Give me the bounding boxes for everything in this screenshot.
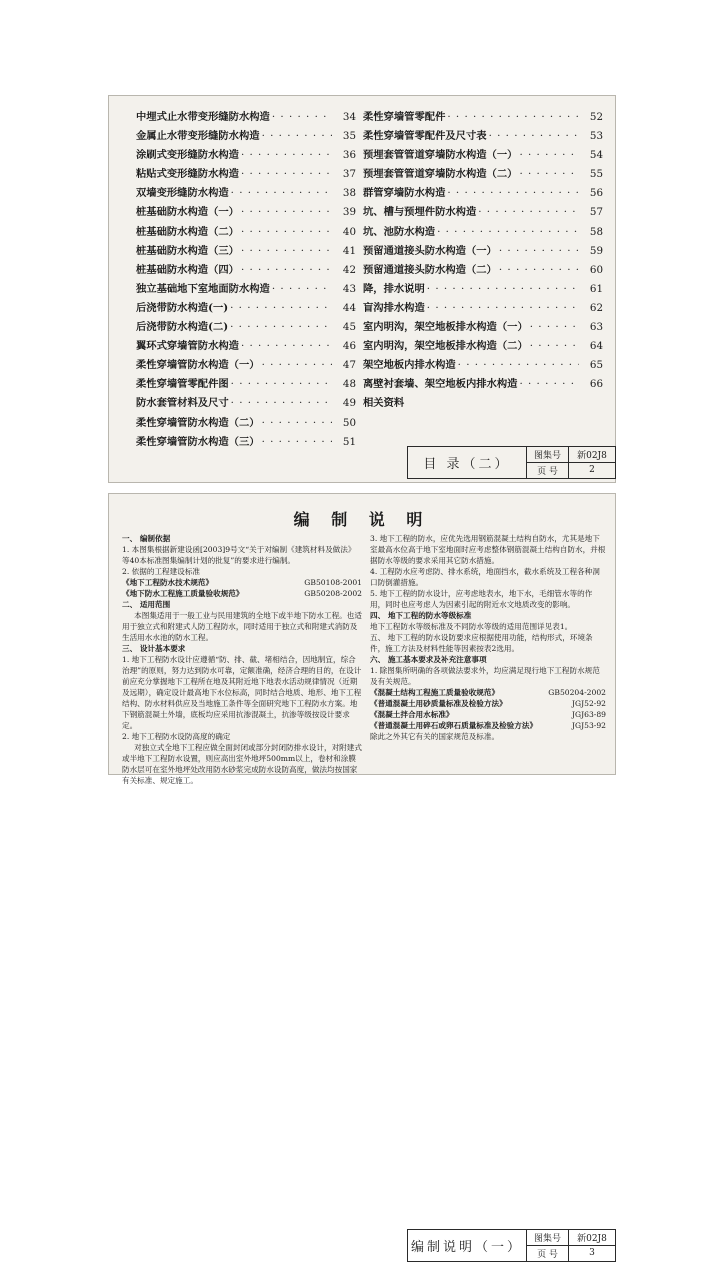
toc-entry-page: 47 xyxy=(342,359,356,372)
instructions-block-title: 编制说明（一） xyxy=(408,1230,527,1261)
toc-leader-dots xyxy=(519,149,579,161)
toc-leader-dots xyxy=(241,168,332,180)
toc-entry-page: 49 xyxy=(342,397,356,410)
toc-entry-title: 室内明沟，架空地板排水构造（二） xyxy=(363,340,528,353)
toc-entry xyxy=(136,146,356,165)
toc-entry xyxy=(363,394,603,413)
toc-entry-title: 桩基础防水构造（四） xyxy=(136,263,239,276)
toc-leader-dots xyxy=(499,264,579,276)
toc-leader-dots xyxy=(262,130,332,142)
toc-entry xyxy=(136,242,356,261)
atlas-label: 图集号 xyxy=(527,1230,569,1246)
standard-reference xyxy=(122,588,362,599)
toc-entry-title: 桩基础防水构造（三） xyxy=(136,244,239,257)
toc-entry-title: 预留通道接头防水构造（二） xyxy=(363,263,497,276)
toc-entry-page: 48 xyxy=(342,378,356,391)
toc-entry xyxy=(136,375,356,394)
paragraph: 除此之外其它有关的国家规范及标准。 xyxy=(370,732,500,741)
toc-entry-title: 预埋套管管道穿墙防水构造（二） xyxy=(363,168,518,181)
standard-title: 《地下防水工程施工质量验收规范》 xyxy=(122,589,244,598)
paragraph: 地下工程防水等级标准及不同防水等级的适用范围详见表1。 xyxy=(370,622,573,631)
toc-leader-dots xyxy=(530,340,579,352)
toc-entry-page: 46 xyxy=(342,340,356,353)
toc-leader-dots xyxy=(272,111,332,123)
standard-code: JGJ63-89 xyxy=(571,710,606,719)
toc-leader-dots xyxy=(241,206,332,218)
toc-entry-page: 52 xyxy=(589,111,603,123)
toc-leader-dots xyxy=(241,149,332,161)
toc-entry-page: 56 xyxy=(589,187,603,200)
toc-entry-title: 中埋式止水带变形缝防水构造 xyxy=(136,111,270,123)
standard-reference xyxy=(370,709,606,720)
toc-leader-dots xyxy=(262,417,332,429)
toc-entry-page: 34 xyxy=(342,111,356,123)
toc-entry xyxy=(136,280,356,299)
toc-entry xyxy=(363,337,603,356)
page-label: 页 号 xyxy=(527,1246,569,1262)
toc-leader-dots xyxy=(427,302,579,314)
toc-entry xyxy=(136,299,356,318)
atlas-number: 新02J8 xyxy=(569,1230,615,1246)
toc-entry xyxy=(136,318,356,337)
toc-leader-dots xyxy=(230,302,332,314)
toc-entry-page: 51 xyxy=(342,435,356,448)
toc-entry-title: 涂刷式变形缝防水构造 xyxy=(136,149,239,162)
toc-entry xyxy=(363,318,603,337)
toc-entry-title: 桩基础防水构造（二） xyxy=(136,225,239,238)
toc-entry-title: 坑、槽与预埋件防水构造 xyxy=(363,206,477,219)
toc-entry-page: 63 xyxy=(589,321,603,334)
section-heading: 三、 设计基本要求 xyxy=(122,644,186,653)
toc-leader-dots xyxy=(530,321,579,333)
toc-entry-page: 43 xyxy=(342,282,356,295)
toc-column-right xyxy=(363,108,603,414)
toc-entry-page: 35 xyxy=(342,130,356,143)
atlas-number: 新02J8 xyxy=(569,447,615,463)
toc-leader-dots xyxy=(519,168,579,180)
toc-leader-dots xyxy=(241,340,332,352)
toc-entry xyxy=(136,203,356,222)
toc-entry xyxy=(136,261,356,280)
standard-title: 《普通混凝土用砂质量标准及检验方法》 xyxy=(370,699,507,708)
atlas-label: 图集号 xyxy=(527,447,569,463)
toc-entry-page: 61 xyxy=(589,282,603,295)
toc-entry-page: 38 xyxy=(342,187,356,200)
toc-entry-title: 柔性穿墙管零配件 xyxy=(363,111,446,123)
paragraph: 五、 地下工程的防水设防要求应根据使用功能，结构形式，环境条件，施工方法及材料性能等因素按表2选用。 xyxy=(370,633,593,653)
toc-entry-page: 40 xyxy=(342,225,356,238)
toc-leader-dots xyxy=(458,359,579,371)
paragraph: 1. 地下工程防水设计应遵循“防、排、截、堵相结合，因地制宜，综合治理”的原则，努力达到防水可靠，定额准确，经济合理的目的，在设计前应充分掌握地下工程所在地及其附近地下地表水活动规律情况（近期及远期），确定设计最高地下水位标高，同时结合地质、地形、地下工程结构、防水材料供应及当地施工条件等全面研究地下工程防水方案。地下钢筋混凝土外墙，底板均应采用抗渗混凝土，抗渗等级按设计要求定。 xyxy=(122,655,362,730)
toc-entry-title: 柔性穿墙管防水构造（二） xyxy=(136,416,260,429)
instructions-title: 编 制 说 明 xyxy=(293,510,431,529)
toc-leader-dots xyxy=(478,206,579,218)
toc-entry-page: 53 xyxy=(589,130,603,143)
toc-entry xyxy=(363,223,603,242)
toc-entry-page: 64 xyxy=(589,340,603,353)
toc-entry xyxy=(136,127,356,146)
instructions-title-block xyxy=(407,1229,616,1262)
toc-entry-title: 预埋套管管道穿墙防水构造（一） xyxy=(363,149,518,162)
toc-entry-title: 后浇带防水构造(二) xyxy=(136,321,229,334)
toc-leader-dots xyxy=(437,226,579,238)
toc-leader-dots xyxy=(231,378,332,390)
instructions-column-left xyxy=(122,533,362,786)
toc-leader-dots xyxy=(262,436,332,448)
toc-entry-page: 44 xyxy=(342,301,356,314)
paragraph: 1. 除图集所明确的各项做法要求外，均应满足现行地下工程防水规范及有关规范。 xyxy=(370,666,600,686)
toc-leader-dots xyxy=(231,187,332,199)
toc-entry-title: 柔性穿墙管防水构造（三） xyxy=(136,435,260,448)
paragraph: 本图集适用于一般工业与民用建筑的全地下或半地下防水工程。也适用于独立式和附建式人防工程防水，同时适用于独立式和附建式消防及生活用水水池的防水工程。 xyxy=(122,611,362,642)
toc-entry xyxy=(363,242,603,261)
toc-entry-page: 66 xyxy=(589,378,603,391)
standard-code: JGJ53-92 xyxy=(571,721,606,730)
toc-entry-title: 架空地板内排水构造 xyxy=(363,359,456,372)
toc-entry-title: 相关资料 xyxy=(363,397,405,410)
toc-entry-title: 盲沟排水构造 xyxy=(363,301,425,314)
standard-code: GB50208-2002 xyxy=(304,589,362,598)
toc-leader-dots xyxy=(241,245,332,257)
section-heading: 二、 适用范围 xyxy=(122,600,171,609)
toc-entry xyxy=(363,375,603,394)
toc-leader-dots xyxy=(230,321,332,333)
toc-title: 目 录（二） xyxy=(408,447,527,478)
toc-entry-page: 41 xyxy=(342,244,356,257)
toc-leader-dots xyxy=(447,187,579,199)
toc-title-block xyxy=(407,446,616,479)
toc-entry-page: 39 xyxy=(342,206,356,219)
standard-code: JGJ52-92 xyxy=(571,699,606,708)
toc-entry-page: 57 xyxy=(589,206,603,219)
toc-entry xyxy=(363,299,603,318)
toc-leader-dots xyxy=(447,111,579,123)
toc-entry-title: 室内明沟，架空地板排水构造（一） xyxy=(363,321,528,334)
toc-entry-title: 群管穿墙防水构造 xyxy=(363,187,446,200)
toc-entry-title: 双墙变形缝防水构造 xyxy=(136,187,229,200)
toc-entry xyxy=(136,223,356,242)
standard-reference xyxy=(370,687,606,698)
page-label: 页 号 xyxy=(527,463,569,479)
toc-entry-page: 65 xyxy=(589,359,603,372)
paragraph: 5. 地下工程的防水设计，应考虑地表水，地下水，毛细管水等的作用，同时也应考虑人为因素引起的附近水文地质改变的影响。 xyxy=(370,589,593,609)
toc-entry xyxy=(363,203,603,222)
toc-entry-title: 桩基础防水构造（一） xyxy=(136,206,239,219)
toc-entry xyxy=(363,127,603,146)
toc-entry-title: 坑、池防水构造 xyxy=(363,225,436,238)
toc-entry xyxy=(363,108,603,127)
toc-leader-dots xyxy=(231,397,332,409)
toc-leader-dots xyxy=(272,283,332,295)
toc-entry-page: 45 xyxy=(342,321,356,334)
toc-entry xyxy=(136,414,356,433)
toc-entry xyxy=(136,433,356,452)
toc-entry-title: 柔性穿墙管零配件及尺寸表 xyxy=(363,130,487,143)
section-heading: 六、 施工基本要求及补充注意事项 xyxy=(370,655,487,664)
toc-entry-title: 柔性穿墙管防水构造（一） xyxy=(136,359,260,372)
toc-entry-page: 54 xyxy=(589,149,603,162)
toc-entry xyxy=(363,146,603,165)
toc-leader-dots xyxy=(499,245,579,257)
page-number: 2 xyxy=(589,465,595,476)
instructions-sheet xyxy=(108,493,616,1260)
standard-title: 《混凝土拌合用水标准》 xyxy=(370,710,454,719)
standard-reference xyxy=(370,720,606,731)
standard-reference xyxy=(122,577,362,588)
paragraph: 对独立式全地下工程应做全面封闭或部分封闭防排水设计，对附建式或半地下工程防水设置，则应高出室外地坪500mm以上，卷材和涂膜防水层可在室外地坪处改用防水砂浆完成防水设防高度，做法均按国家有关标准、规定施工。 xyxy=(122,743,362,785)
toc-entry-page: 55 xyxy=(589,168,603,181)
toc-entry-title: 金属止水带变形缝防水构造 xyxy=(136,130,260,143)
toc-entry-title: 翼环式穿墙管防水构造 xyxy=(136,340,239,353)
toc-entry xyxy=(136,394,356,413)
toc-entry-page: 62 xyxy=(589,301,603,314)
section-heading: 四、 地下工程的防水等级标准 xyxy=(370,611,472,620)
standard-title: 《地下工程防水技术规范》 xyxy=(122,578,214,587)
standard-reference xyxy=(370,698,606,709)
standard-code: GB50204-2002 xyxy=(548,688,606,697)
toc-leader-dots xyxy=(519,378,579,390)
toc-entry xyxy=(363,261,603,280)
toc-entry xyxy=(136,184,356,203)
toc-entry-title: 防水套管材料及尺寸 xyxy=(136,397,229,410)
instructions-column-right xyxy=(370,533,606,742)
section-heading: 一、 编制依据 xyxy=(122,534,171,543)
toc-entry-page: 36 xyxy=(342,149,356,162)
toc-entry-page: 37 xyxy=(342,168,356,181)
paragraph: 1. 本图集根据新建设函[2003]9号文“关于对编制《建筑材料及做法》等40本标准图集编制计划的批复”的要求进行编制。 xyxy=(122,545,356,565)
toc-entry xyxy=(136,108,356,127)
toc-entry xyxy=(363,165,603,184)
toc-sheet xyxy=(108,95,616,483)
toc-entry-title: 离壁衬套墙、架空地板内排水构造 xyxy=(363,378,518,391)
paragraph: 2. 依据的工程建设标准 xyxy=(122,567,201,576)
toc-leader-dots xyxy=(262,359,332,371)
toc-entry-title: 预留通道接头防水构造（一） xyxy=(363,244,497,257)
toc-entry-page: 59 xyxy=(589,244,603,257)
standard-title: 《混凝土结构工程施工质量验收规范》 xyxy=(370,688,500,697)
toc-entry-title: 独立基础地下室地面防水构造 xyxy=(136,282,270,295)
standard-title: 《普通混凝土用碎石或卵石质量标准及检验方法》 xyxy=(370,721,538,730)
toc-leader-dots xyxy=(241,264,332,276)
toc-entry xyxy=(136,165,356,184)
toc-column-left xyxy=(136,108,356,452)
toc-leader-dots xyxy=(489,130,579,142)
toc-entry-page: 42 xyxy=(342,263,356,276)
paragraph: 4. 工程防水应考虑防、排水系统，地面挡水，截水系统及工程各种洞口防倒灌措施。 xyxy=(370,567,600,587)
toc-entry xyxy=(136,337,356,356)
toc-entry xyxy=(136,356,356,375)
toc-entry xyxy=(363,184,603,203)
toc-entry-page: 58 xyxy=(589,225,603,238)
toc-leader-dots xyxy=(241,226,332,238)
paragraph: 2. 地下工程防水设防高度的确定 xyxy=(122,732,231,741)
page-number: 3 xyxy=(589,1248,595,1259)
toc-entry-title: 粘贴式变形缝防水构造 xyxy=(136,168,239,181)
toc-entry xyxy=(363,356,603,375)
toc-entry-page: 50 xyxy=(342,416,356,429)
toc-entry-page: 60 xyxy=(589,263,603,276)
paragraph: 3. 地下工程的防水，应优先选用钢筋混凝土结构自防水，尤其是地下室最高水位高于地下室地面时应考虑整体钢筋混凝土结构自防水，并根据防水等级的要求采用其它防水措施。 xyxy=(370,534,606,565)
toc-leader-dots xyxy=(427,283,579,295)
toc-entry-title: 后浇带防水构造(一) xyxy=(136,301,229,314)
standard-code: GB50108-2001 xyxy=(304,578,362,587)
toc-entry-title: 降，排水说明 xyxy=(363,282,425,295)
toc-entry-title: 柔性穿墙管零配件图 xyxy=(136,378,229,391)
toc-entry xyxy=(363,280,603,299)
